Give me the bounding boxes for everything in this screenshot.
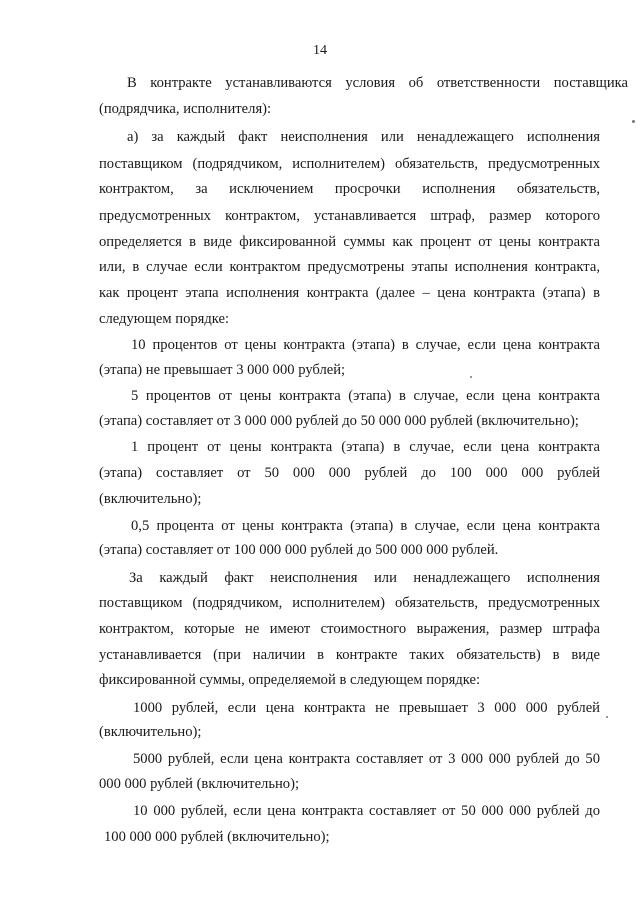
scan-speck [606, 716, 608, 718]
text-line: определяется в виде фиксированной суммы как процент от цены контракта [99, 234, 600, 250]
text-line: а) за каждый факт неисполнения или ненадлежащего исполнения [127, 129, 600, 145]
text-line: (этапа) не превышает 3 000 000 рублей; [99, 362, 346, 378]
text-line: 10 000 рублей, если цена контракта составляет от 50 000 000 рублей до [133, 803, 600, 819]
text-line: устанавливается (при наличии в контракте таких обязательств) в виде [99, 647, 600, 663]
text-line: следующем порядке: [99, 311, 230, 327]
text-line: (этапа) составляет от 50 000 000 рублей до 100 000 000 рублей [99, 465, 600, 481]
text-line: 5 процентов от цены контракта (этапа) в случае, если цена контракта [131, 388, 600, 404]
text-line: В контракте устанавливаются условия об ответственности поставщика [127, 75, 628, 91]
text-line: (этапа) составляет от 3 000 000 рублей до 50 000 000 рублей (включительно); [99, 413, 579, 429]
text-line: (подрядчика, исполнителя): [99, 101, 272, 117]
text-line: 1 процент от цены контракта (этапа) в случае, если цена контракта [131, 439, 600, 455]
scan-speck [632, 120, 635, 123]
text-line: (включительно); [99, 724, 202, 740]
text-line: контрактом, которые не имеют стоимостного выражения, размер штрафа [99, 621, 600, 637]
text-line: 0,5 процента от цены контракта (этапа) в случае, если цена контракта [131, 518, 600, 534]
text-line: 10 процентов от цены контракта (этапа) в случае, если цена контракта [131, 337, 600, 353]
text-line: или, в случае если контрактом предусмотрены этапы исполнения контракта, [99, 259, 600, 275]
text-line: 100 000 000 рублей (включительно); [104, 829, 330, 845]
text-line: 1000 рублей, если цена контракта не превышает 3 000 000 рублей [133, 700, 600, 716]
text-line: 5000 рублей, если цена контракта составляет от 3 000 000 рублей до 50 [133, 751, 600, 767]
text-line: поставщиком (подрядчиком, исполнителем) обязательств, предусмотренных [99, 156, 600, 172]
text-line: За каждый факт неисполнения или ненадлежащего исполнения [129, 570, 600, 586]
text-line: 000 000 рублей (включительно); [99, 776, 300, 792]
text-line: (этапа) составляет от 100 000 000 рублей до 500 000 000 рублей. [99, 542, 499, 558]
text-line: предусмотренных контрактом, устанавливается штраф, размер которого [99, 208, 600, 224]
text-line: (включительно); [99, 491, 202, 507]
text-line: как процент этапа исполнения контракта (далее – цена контракта (этапа) в [99, 285, 600, 301]
text-line: контрактом, за исключением просрочки исполнения обязательств, [99, 181, 600, 197]
text-line: фиксированной суммы, определяемой в следующем порядке: [99, 672, 481, 688]
scan-speck [470, 376, 472, 378]
text-line: поставщиком (подрядчиком, исполнителем) обязательств, предусмотренных [99, 595, 600, 611]
page-number: 14 [313, 43, 327, 58]
